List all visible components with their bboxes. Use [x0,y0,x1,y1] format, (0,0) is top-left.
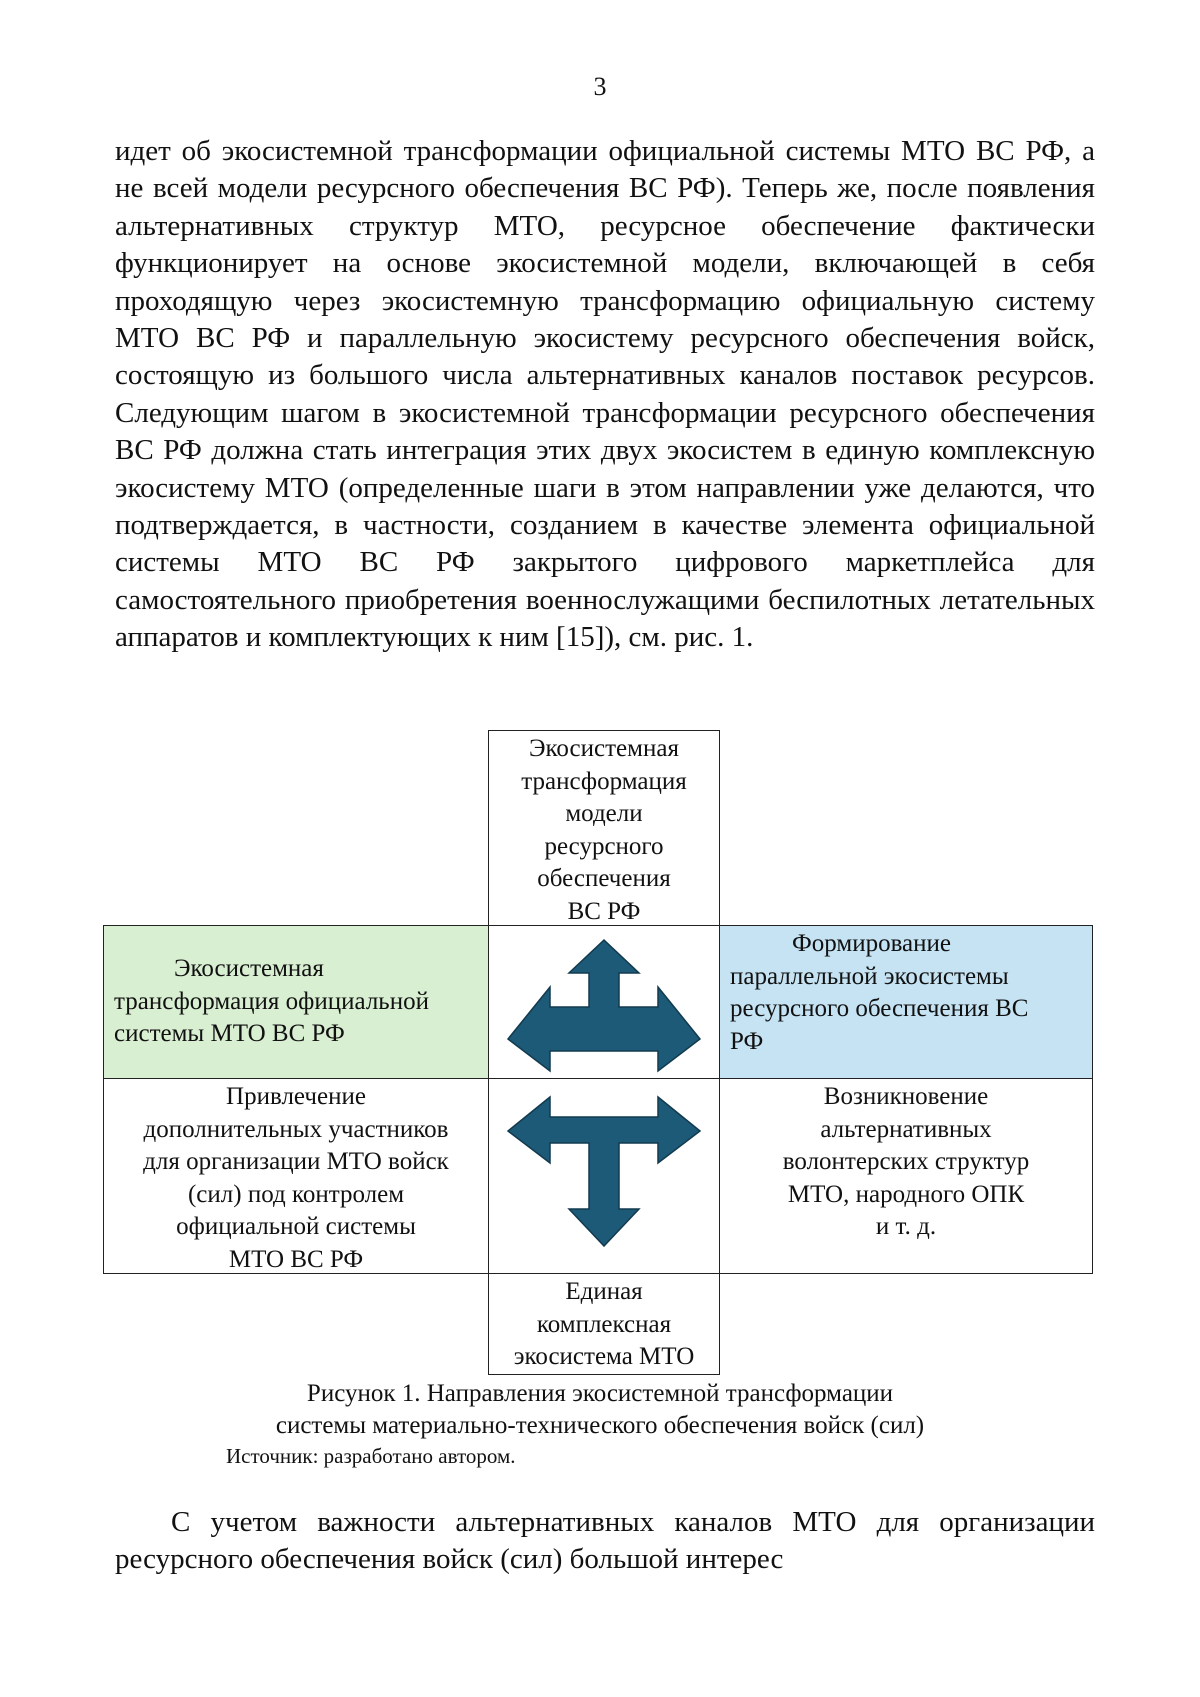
figure-caption-line-1: Рисунок 1. Направления экосистемной трансформации [306,1380,894,1407]
cell-line: Привлечение [226,1083,366,1110]
cell-line: системы МТО ВС РФ [114,1020,345,1048]
cell-line: официальной системы [176,1213,416,1240]
arrow-up-left-right-icon [508,940,700,1071]
cell-line: (сил) под контролем [187,1180,405,1208]
figure-caption-line-2: системы материально-технического обеспечения войск (сил) [275,1412,925,1439]
cell-line: Формирование [792,930,951,957]
cell-line: МТО ВС РФ [228,1245,364,1273]
cell-line: трансформация [521,767,687,795]
cell-line: МТО, народного ОПК [787,1180,1025,1208]
cell-line: волонтерских структур [782,1148,1030,1175]
cell-line: Экосистемная [174,955,324,983]
cell-line: экосистема МТО [513,1343,695,1370]
cell-line: и т. д. [875,1213,937,1240]
cell-line: альтернативных [820,1115,992,1143]
cell-line: параллельной экосистемы [730,962,1009,990]
page-number: 3 [593,72,607,101]
cell-line: Единая [565,1278,643,1305]
arrow-left-right-down-icon [508,1097,700,1246]
cell-line: ВС РФ [567,897,641,925]
cell-line: ресурсного [544,832,664,860]
cell-line: комплексная [536,1310,672,1338]
body-paragraph-2: С учетом важности альтернативных каналов МТО для организации ресурсного обеспечения войск (сил) большой интерес [115,1506,1095,1576]
cell-line: для организации МТО войск [143,1148,449,1175]
cell-line: трансформация официальной [114,987,429,1015]
cell-line: РФ [730,1027,764,1055]
cell-line: модели [565,800,643,827]
cell-line: ресурсного обеспечения ВС [730,995,1029,1022]
cell-line: обеспечения [537,865,671,892]
cell-line: Экосистемная [529,735,679,762]
cell-line: дополнительных участников [143,1115,449,1143]
figure-source-note: Источник: разработано автором. [226,1444,516,1468]
cell-line: Возникновение [823,1083,989,1110]
body-paragraph-1: идет об экосистемной трансформации официальной системы МТО ВС РФ, а не всей модели ресурсного обеспечения ВС РФ). Теперь же, после появления альтернативных структур МТО, ресурсное обеспечение фактически функционирует на основе экосистемной модели, включающей в себя проходящую через экосистемную трансформацию официальную систему МТО ВС РФ и параллельную экосистему ресурсного обеспечения войск, состоящую из большого числа альтернативных каналов поставок ресурсов. Следующим шагом в экосистемной трансформации ресурсного обеспечения ВС РФ должна стать интеграция этих двух экосистем в единую комплексную экосистему МТО (определенные шаги в этом направлении уже делаются, что подтверждается, в частности, созданием в качестве элемента официальной системы МТО ВС РФ закрытого цифрового маркетплейса для самостоятельного приобретения военнослужащими беспилотных летательных аппаратов и комплектующих к ним [15]), см. рис. 1. [115,135,1095,654]
